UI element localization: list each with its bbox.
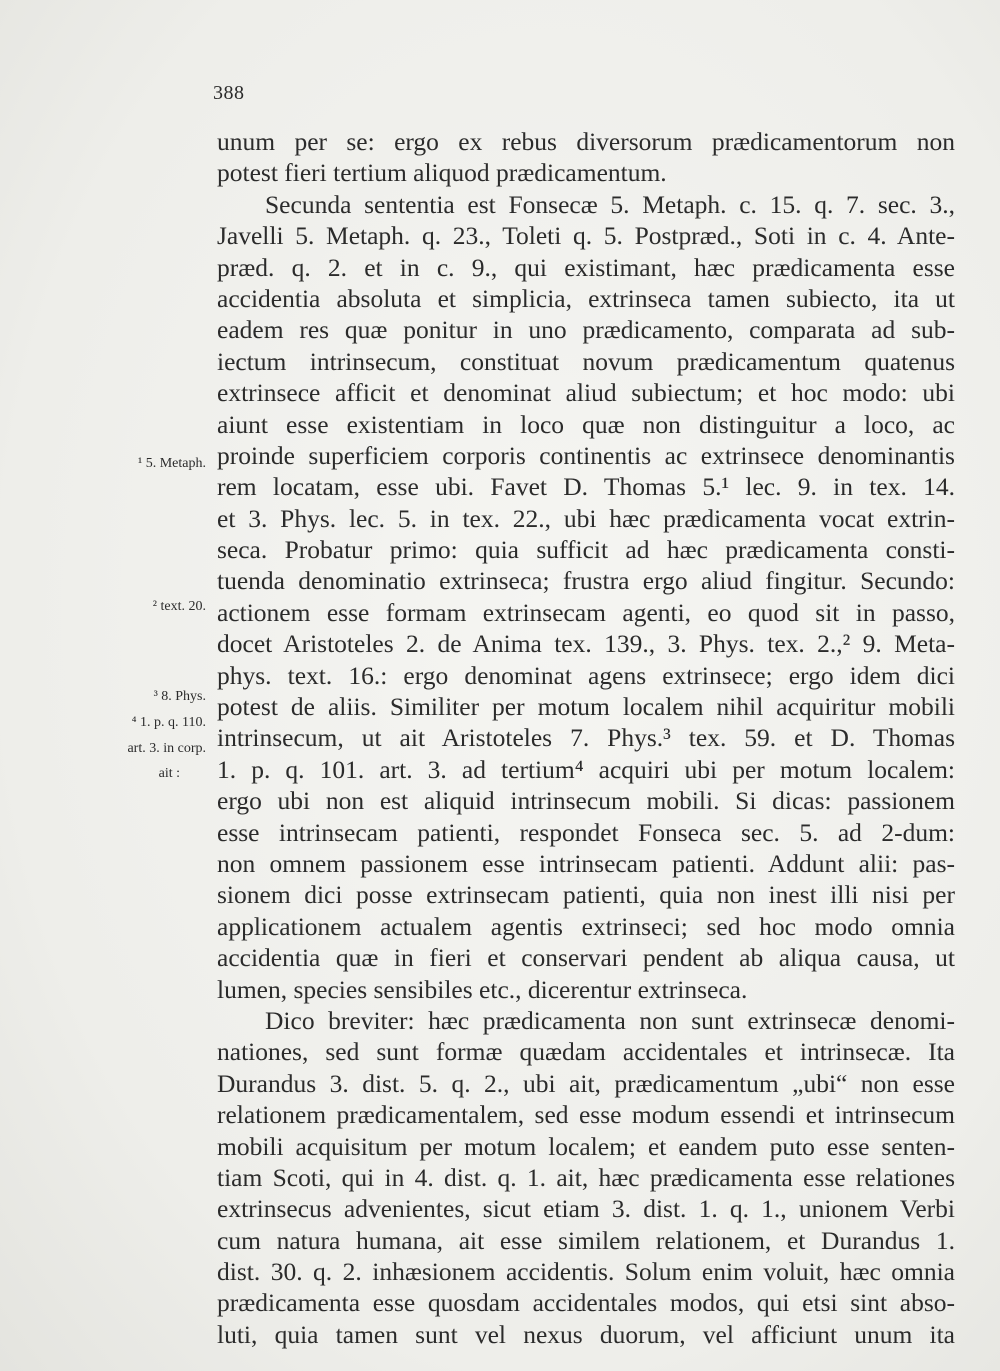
text-line: Secunda sententia est Fonsecæ 5. Metaph. c. 15. q. 7. sec. 3.,	[265, 189, 955, 219]
text-line: actionem esse formam extrinsecam agenti, eo quod sit in passo,	[217, 597, 955, 627]
text-line: et 3. Phys. lec. 5. in tex. 22., ubi hæc prædicamenta vocat extrin-	[217, 503, 955, 533]
text-line: accidentia absoluta et simplicia, extrinseca tamen subiecto, ita ut	[217, 283, 955, 313]
text-line: relationem prædicamentalem, sed esse modum essendi et intrinsecum	[217, 1100, 955, 1130]
text-line: Dico breviter: hæc prædicamenta non sunt extrinsecæ denomi-	[265, 1005, 955, 1035]
text-line: Javelli 5. Metaph. q. 23., Toleti q. 5. Postpræd., Soti in c. 4. Ante-	[217, 221, 955, 251]
text-line: eadem res quæ ponitur in uno prædicamento, comparata ad sub-	[217, 315, 955, 345]
text-line: tiam Scoti, qui in 4. dist. q. 1. ait, hæc prædicamenta esse relationes	[217, 1162, 955, 1192]
text-line: lumen, species sensibiles etc., dicerentur extrinseca.	[217, 974, 748, 1004]
text-line: Durandus 3. dist. 5. q. 2., ubi ait, prædicamentum „ubi“ non esse	[217, 1068, 955, 1098]
margin-note: ³ 8. Phys.	[153, 689, 206, 704]
text-line: mobili acquisitum per motum localem; et eandem puto esse senten-	[217, 1131, 955, 1161]
text-line: prædicamenta esse quosdam accidentales modos, qui etsi sint abso-	[217, 1288, 955, 1318]
text-line: aiunt esse existentiam in loco quæ non distinguitur a loco, ac	[217, 409, 955, 439]
text-line: tuenda denominatio extrinseca; frustra ergo aliud fingitur. Secundo:	[217, 566, 955, 596]
page-number: 388	[213, 82, 245, 104]
text-line: ergo ubi non est aliquid intrinsecum mobili. Si dicas: passionem	[217, 786, 955, 816]
text-line: iectum intrinsecum, constituat novum prædicamentum quatenus	[217, 346, 955, 376]
text-line: 1. p. q. 101. art. 3. ad tertium⁴ acquiri ubi per motum localem:	[217, 754, 955, 784]
text-line: accidentia quæ in fieri et conservari pendent ab aliqua causa, ut	[217, 943, 955, 973]
text-line: non omnem passionem esse intrinsecam patienti. Addunt alii: pas-	[217, 848, 955, 878]
text-line: rem locatam, esse ubi. Favet D. Thomas 5.¹ lec. 9. in tex. 14.	[217, 472, 955, 502]
text-line: intrinsecum, ut ait Aristoteles 7. Phys.³ tex. 59. et D. Thomas	[217, 723, 955, 753]
margin-note: ¹ 5. Metaph.	[138, 456, 206, 471]
text-line: cum natura humana, ait esse similem relationem, et Durandus 1.	[217, 1225, 955, 1255]
body-text	[217, 126, 955, 1350]
text-line: præd. q. 2. et in c. 9., qui existimant, hæc prædicamenta esse	[217, 252, 955, 282]
margin-note: ait :	[158, 766, 180, 781]
text-line: sionem dici posse extrinsecam patienti, quia non inest illi nisi per	[217, 880, 955, 910]
margin-note: art. 3. in corp.	[127, 741, 206, 756]
text-line: potest fieri tertium aliquod prædicamentum.	[217, 158, 667, 188]
text-line: docet Aristoteles 2. de Anima tex. 139., 3. Phys. tex. 2.,² 9. Meta-	[217, 629, 955, 659]
text-line: potest de aliis. Similiter per motum localem nihil acquiritur mobili	[217, 692, 955, 722]
text-line: nationes, sed sunt formæ quædam accidentales et intrinsecæ. Ita	[217, 1037, 955, 1067]
margin-note: ² text. 20.	[152, 599, 206, 614]
text-line: seca. Probatur primo: quia sufficit ad hæc prædicamenta consti-	[217, 535, 955, 565]
text-line: applicationem actualem agentis extrinseci; sed hoc modo omnia	[217, 911, 955, 941]
text-line: dist. 30. q. 2. inhæsionem accidentis. Solum enim voluit, hæc omnia	[217, 1257, 955, 1287]
text-line: phys. text. 16.: ergo denominat agens extrinsece; ergo idem dici	[217, 660, 955, 690]
text-line: esse intrinsecam patienti, respondet Fonseca sec. 5. ad 2-dum:	[217, 817, 955, 847]
text-line: proinde superficiem corporis continentis ac extrinsece denominantis	[217, 440, 955, 470]
text-line: extrinsece afficit et denominat aliud subiectum; et hoc modo: ubi	[217, 378, 955, 408]
text-line: unum per se: ergo ex rebus diversorum prædicamentorum non	[217, 127, 955, 156]
text-line: luti, quia tamen sunt vel nexus duorum, vel afficiunt unum ita	[217, 1319, 955, 1349]
margin-note: ⁴ 1. p. q. 110.	[131, 715, 206, 730]
text-line: extrinsecus advenientes, sicut etiam 3. dist. 1. q. 1., unionem Verbi	[217, 1194, 955, 1224]
